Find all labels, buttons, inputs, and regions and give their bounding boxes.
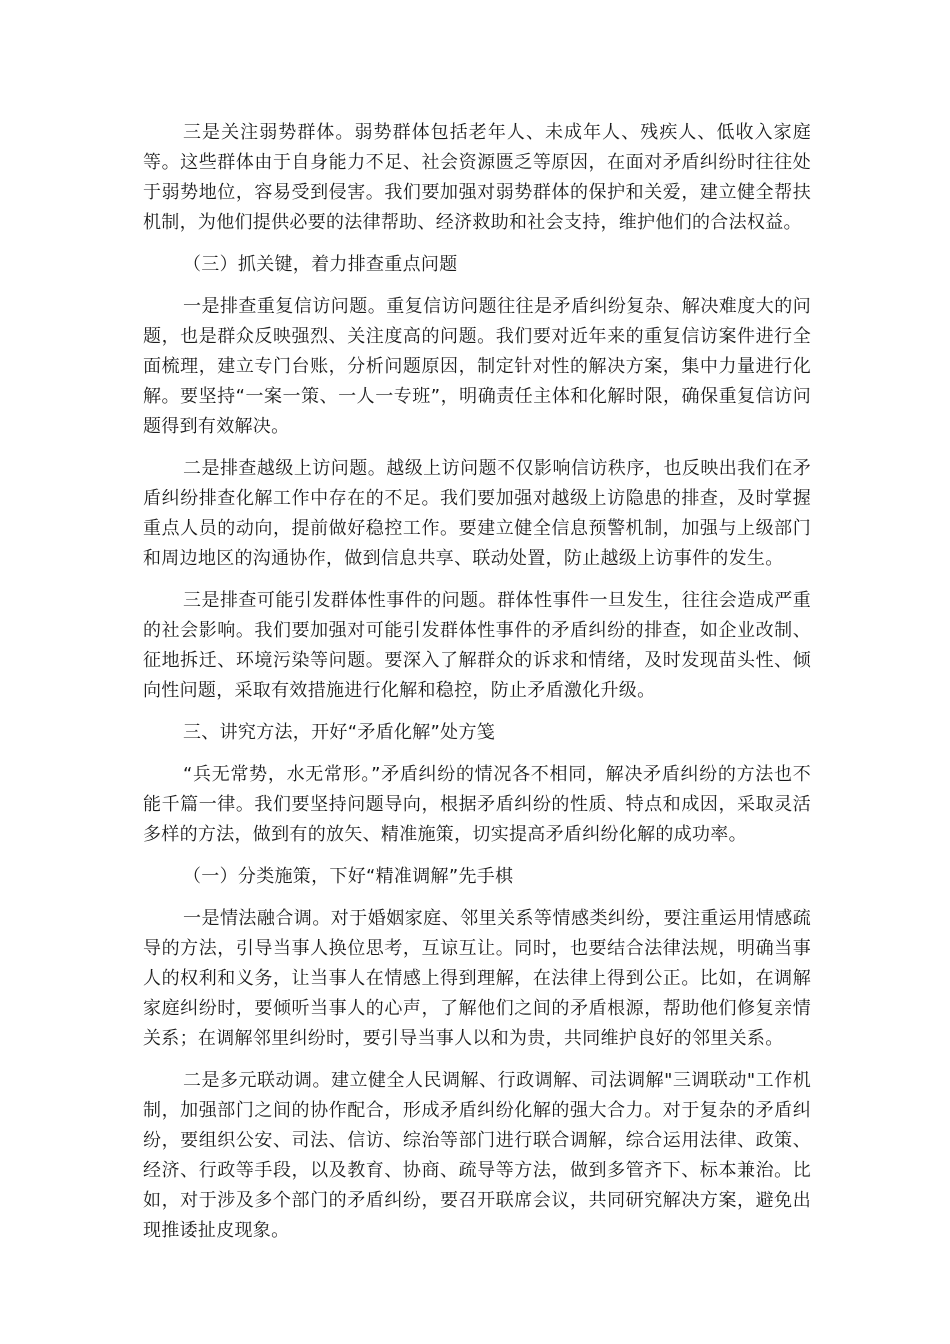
paragraph-emotion-law-mediation: 一是情法融合调。对于婚姻家庭、邻里关系等情感类纠纷，要注重运用情感疏导的方法，引导当事人换位思考，互谅互让。同时，也要结合法律法规，明确当事人的权利和义务，让当事人在情感上得到理解，在法律上得到公正。比如，在调解家庭纠纷时，要倾听当事人的心声，了解他们之间的矛盾根源，帮助他们修复亲情关系；在调解邻里纠纷时，要引导当事人以和为贵，共同维护良好的邻里关系。 bbox=[143, 908, 811, 1049]
section-heading-key-issues: （三）抓关键，着力排查重点问题 bbox=[183, 254, 458, 275]
paragraph-mass-incidents: 三是排查可能引发群体性事件的问题。群体性事件一旦发生，往往会造成严重的社会影响。我们要加强对可能引发群体性事件的矛盾纠纷的排查，如企业改制、征地拆迁、环境污染等问题。要深入了解群众的诉求和情绪，及时发现苗头性、倾向性问题，采取有效措施进行化解和稳控，防止矛盾激化升级。 bbox=[143, 590, 811, 701]
paragraph-multi-linkage-mediation: 二是多元联动调。建立健全人民调解、行政调解、司法调解"三调联动"工作机制，加强部门之间的协作配合，形成矛盾纠纷化解的强大合力。对于复杂的矛盾纠纷，要组织公安、司法、信访、综治等部门进行联合调解，综合运用法律、政策、经济、行政等手段，以及教育、协商、疏导等方法，做到多管齐下、标本兼治。比如，对于涉及多个部门的矛盾纠纷，要召开联席会议，共同研究解决方案，避免出现推诿扯皮现象。 bbox=[143, 1070, 811, 1241]
paragraph-vulnerable-groups: 三是关注弱势群体。弱势群体包括老年人、未成年人、残疾人、低收入家庭等。这些群体由于自身能力不足、社会资源匮乏等原因，在面对矛盾纠纷时往往处于弱势地位，容易受到侵害。我们要加强对弱势群体的保护和关爱，建立健全帮扶机制，为他们提供必要的法律帮助、经济救助和社会支持，维护他们的合法权益。 bbox=[143, 122, 811, 233]
section-heading-precise-mediation: （一）分类施策，下好“精准调解”先手棋 bbox=[183, 866, 514, 887]
paragraph-leapfrog-petitions: 二是排查越级上访问题。越级上访问题不仅影响信访秩序，也反映出我们在矛盾纠纷排查化解工作中存在的不足。我们要加强对越级上访隐患的排查，及时掌握重点人员的动向，提前做好稳控工作。要建立健全信息预警机制，加强与上级部门和周边地区的沟通协作，做到信息共享、联动处置，防止越级上访事件的发生。 bbox=[143, 458, 811, 569]
paragraph-methods-intro: “兵无常势，水无常形。”矛盾纠纷的情况各不相同，解决矛盾纠纷的方法也不能千篇一律。我们要坚持问题导向，根据矛盾纠纷的性质、特点和成因，采取灵活多样的方法，做到有的放矢、精准施策，切实提高矛盾纠纷化解的成功率。 bbox=[143, 764, 811, 845]
section-heading-methods: 三、讲究方法，开好“矛盾化解”处方笺 bbox=[183, 722, 496, 743]
document-page bbox=[143, 118, 811, 1258]
paragraph-repeated-petitions: 一是排查重复信访问题。重复信访问题往往是矛盾纠纷复杂、解决难度大的问题，也是群众反映强烈、关注度高的问题。我们要对近年来的重复信访案件进行全面梳理，建立专门台账，分析问题原因，制定针对性的解决方案，集中力量进行化解。要坚持“一案一策、一人一专班”，明确责任主体和化解时限，确保重复信访问题得到有效解决。 bbox=[143, 296, 811, 437]
